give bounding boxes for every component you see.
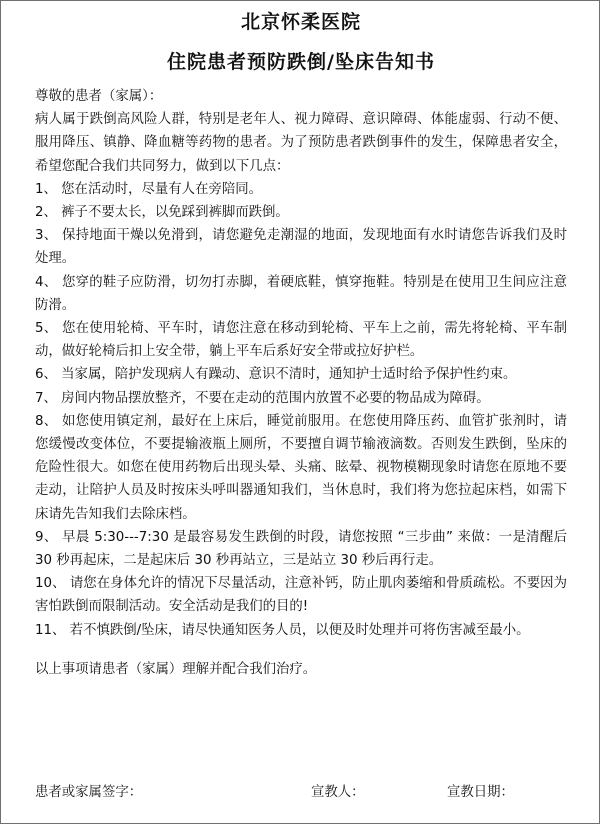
notice-item-8: 8、 如您使用镇定剂，最好在上床后，睡觉前服用。在您使用降压药、血管扩张剂时，请您缓慢改变体位，不要提输液瓶上厕所，不要擅自调节输液滴数。否则发生跌倒，坠床的危险性很大。如您在使用药物后出现头晕、头痛、眩晕、视物模糊现象时请您在原地不要走动，让陪护人员及时按床头呼叫器通知我们，当休息时，我们将为您拉起床档，如需下床请先告知我们去除床档。 <box>35 413 567 522</box>
notice-item-5: 5、 您在使用轮椅、平车时，请您注意在移动到轮椅、平车上之前，需先将轮椅、平车制动，做好轮椅后扣上安全带，躺上平车后系好安全带或拉好护栏。 <box>35 321 567 360</box>
notice-item-4: 4、 您穿的鞋子应防滑，切勿打赤脚，着硬底鞋，慎穿拖鞋。特别是在使用卫生间应注意防滑。 <box>35 274 567 313</box>
educator-label: 宣教人： <box>311 785 365 800</box>
hospital-name: 北京怀柔医院 <box>240 11 361 33</box>
closing-statement: 以上事项请患者（家属）理解并配合我们治疗。 <box>35 661 317 677</box>
notice-item-10: 10、 请您在身体允许的情况下尽量活动，注意补钙，防止肌肉萎缩和骨质疏松。不要因为害怕跌倒而限制活动。安全活动是我们的目的! <box>35 576 567 615</box>
notice-item-1: 1、 您在活动时，尽量有人在旁陪同。 <box>35 181 263 197</box>
notice-item-2: 2、 裤子不要太长，以免踩到裤脚而跌倒。 <box>35 205 289 221</box>
notice-item-7: 7、 房间内物品摆放整齐，不要在走动的范围内放置不必要的物品成为障碍。 <box>35 390 490 406</box>
notice-item-11: 11、 若不慎跌倒/坠床，请尽快通知医务人员，以便及时处理并可将伤害减至最小。 <box>35 622 530 638</box>
notice-item-3: 3、 保持地面干燥以免滑到，请您避免走潮湿的地面，发现地面有水时请您告诉我们及时处理。 <box>35 228 567 267</box>
patient-signature-label: 患者或家属签字： <box>35 785 143 800</box>
paragraph-spacer <box>35 642 567 658</box>
document-title: 住院患者预防跌倒/坠床告知书 <box>167 51 435 73</box>
document-body <box>35 85 567 681</box>
notice-item-6: 6、 当家属，陪护发现病人有躁动、意识不清时，通知护士适时给予保护性约束。 <box>35 367 517 383</box>
intro-paragraph: 病人属于跌倒高风险人群，特别是老年人、视力障碍、意识障碍、体能虚弱、行动不便、服用降压、镇静、降血糖等药物的患者。为了预防患者跌倒事件的发生，保障患者安全，希望您配合我们共同努力，做到以下几点： <box>35 112 567 174</box>
signature-row <box>35 781 567 803</box>
salutation: 尊敬的患者（家属）： <box>35 89 163 104</box>
notice-item-9: 9、 早晨 5:30---7:30 是最容易发生跌倒的时段，请您按照 “三步曲” 来做：一是清醒后 30 秒再起床，二是起床后 30 秒再站立，三是站立 30 秒后再行走。 <box>35 529 567 569</box>
education-date-label: 宣教日期： <box>447 785 514 800</box>
